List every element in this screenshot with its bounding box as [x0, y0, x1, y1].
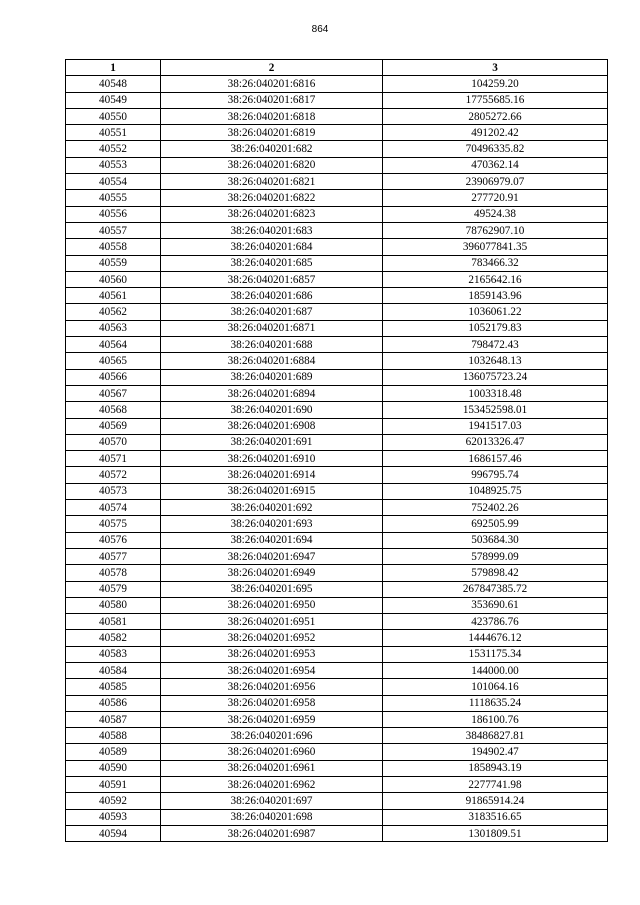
table-row	[66, 141, 608, 157]
row-number-cell: 40560	[66, 271, 161, 287]
row-number-cell: 40548	[66, 76, 161, 92]
cadastral-number-cell: 38:26:040201:6951	[161, 614, 383, 630]
row-number-cell: 40578	[66, 565, 161, 581]
value-cell: 423786.76	[383, 614, 608, 630]
cadastral-number-cell: 38:26:040201:6962	[161, 777, 383, 793]
row-number-cell: 40551	[66, 125, 161, 141]
table-row	[66, 679, 608, 695]
row-number-cell: 40592	[66, 793, 161, 809]
table-row	[66, 222, 608, 238]
table-row	[66, 239, 608, 255]
cadastral-number-cell: 38:26:040201:685	[161, 255, 383, 271]
row-number-cell: 40561	[66, 288, 161, 304]
table-row	[66, 809, 608, 825]
row-number-cell: 40588	[66, 728, 161, 744]
table-row	[66, 728, 608, 744]
cadastral-number-cell: 38:26:040201:6821	[161, 174, 383, 190]
row-number-cell: 40594	[66, 825, 161, 841]
cadastral-number-cell: 38:26:040201:689	[161, 369, 383, 385]
table-row	[66, 353, 608, 369]
value-cell: 62013326.47	[383, 434, 608, 450]
row-number-cell: 40584	[66, 662, 161, 678]
row-number-cell: 40575	[66, 516, 161, 532]
row-number-cell: 40589	[66, 744, 161, 760]
value-cell: 277720.91	[383, 190, 608, 206]
cadastral-number-cell: 38:26:040201:688	[161, 337, 383, 353]
value-cell: 353690.61	[383, 597, 608, 613]
value-cell: 91865914.24	[383, 793, 608, 809]
table-row	[66, 369, 608, 385]
row-number-cell: 40587	[66, 711, 161, 727]
cadastral-number-cell: 38:26:040201:6958	[161, 695, 383, 711]
value-cell: 996795.74	[383, 467, 608, 483]
table-row	[66, 662, 608, 678]
row-number-cell: 40566	[66, 369, 161, 385]
cadastral-number-cell: 38:26:040201:6871	[161, 320, 383, 336]
cadastral-number-cell: 38:26:040201:682	[161, 141, 383, 157]
value-cell: 396077841.35	[383, 239, 608, 255]
table-row	[66, 418, 608, 434]
value-cell: 752402.26	[383, 500, 608, 516]
cadastral-number-cell: 38:26:040201:6915	[161, 483, 383, 499]
value-cell: 470362.14	[383, 157, 608, 173]
row-number-cell: 40556	[66, 206, 161, 222]
cadastral-number-cell: 38:26:040201:6914	[161, 467, 383, 483]
table-row	[66, 777, 608, 793]
data-table	[65, 59, 608, 842]
row-number-cell: 40572	[66, 467, 161, 483]
value-cell: 104259.20	[383, 76, 608, 92]
table-row	[66, 451, 608, 467]
table-row	[66, 108, 608, 124]
table-row	[66, 337, 608, 353]
row-number-cell: 40579	[66, 581, 161, 597]
row-number-cell: 40568	[66, 402, 161, 418]
table-row	[66, 565, 608, 581]
table-row	[66, 434, 608, 450]
cadastral-number-cell: 38:26:040201:6823	[161, 206, 383, 222]
row-number-cell: 40565	[66, 353, 161, 369]
table-row	[66, 271, 608, 287]
value-cell: 1858943.19	[383, 760, 608, 776]
table-body	[66, 76, 608, 842]
value-cell: 1118635.24	[383, 695, 608, 711]
row-number-cell: 40590	[66, 760, 161, 776]
table-row	[66, 581, 608, 597]
cadastral-number-cell: 38:26:040201:690	[161, 402, 383, 418]
row-number-cell: 40554	[66, 174, 161, 190]
row-number-cell: 40586	[66, 695, 161, 711]
cadastral-number-cell: 38:26:040201:683	[161, 222, 383, 238]
page-number: 864	[311, 24, 329, 35]
value-cell: 579898.42	[383, 565, 608, 581]
cadastral-number-cell: 38:26:040201:6950	[161, 597, 383, 613]
value-cell: 1048925.75	[383, 483, 608, 499]
table-row	[66, 825, 608, 841]
value-cell: 578999.09	[383, 548, 608, 564]
row-number-cell: 40567	[66, 385, 161, 401]
value-cell: 17755685.16	[383, 92, 608, 108]
cadastral-number-cell: 38:26:040201:698	[161, 809, 383, 825]
row-number-cell: 40581	[66, 614, 161, 630]
table-row	[66, 646, 608, 662]
table-row	[66, 630, 608, 646]
table-row	[66, 288, 608, 304]
cadastral-number-cell: 38:26:040201:6817	[161, 92, 383, 108]
row-number-cell: 40557	[66, 222, 161, 238]
cadastral-number-cell: 38:26:040201:6818	[161, 108, 383, 124]
table-row	[66, 125, 608, 141]
table-row	[66, 206, 608, 222]
table-row	[66, 402, 608, 418]
value-cell: 1941517.03	[383, 418, 608, 434]
cadastral-number-cell: 38:26:040201:6908	[161, 418, 383, 434]
value-cell: 1032648.13	[383, 353, 608, 369]
table-row	[66, 304, 608, 320]
row-number-cell: 40563	[66, 320, 161, 336]
value-cell: 144000.00	[383, 662, 608, 678]
row-number-cell: 40593	[66, 809, 161, 825]
table-row	[66, 190, 608, 206]
cadastral-number-cell: 38:26:040201:6820	[161, 157, 383, 173]
value-cell: 798472.43	[383, 337, 608, 353]
row-number-cell: 40550	[66, 108, 161, 124]
value-cell: 3183516.65	[383, 809, 608, 825]
table-row	[66, 385, 608, 401]
row-number-cell: 40571	[66, 451, 161, 467]
header-cell-1: 1	[66, 60, 161, 76]
cadastral-number-cell: 38:26:040201:692	[161, 500, 383, 516]
value-cell: 1531175.34	[383, 646, 608, 662]
value-cell: 1301809.51	[383, 825, 608, 841]
cadastral-number-cell: 38:26:040201:6910	[161, 451, 383, 467]
row-number-cell: 40577	[66, 548, 161, 564]
table-row	[66, 467, 608, 483]
row-number-cell: 40552	[66, 141, 161, 157]
table-row	[66, 157, 608, 173]
table-row	[66, 760, 608, 776]
table-row	[66, 516, 608, 532]
value-cell: 49524.38	[383, 206, 608, 222]
value-cell: 503684.30	[383, 532, 608, 548]
row-number-cell: 40576	[66, 532, 161, 548]
table-header	[66, 60, 608, 76]
table-row	[66, 483, 608, 499]
row-number-cell: 40569	[66, 418, 161, 434]
value-cell: 783466.32	[383, 255, 608, 271]
value-cell: 2805272.66	[383, 108, 608, 124]
cadastral-number-cell: 38:26:040201:6954	[161, 662, 383, 678]
table-row	[66, 711, 608, 727]
table-row	[66, 320, 608, 336]
cadastral-number-cell: 38:26:040201:695	[161, 581, 383, 597]
row-number-cell: 40582	[66, 630, 161, 646]
cadastral-number-cell: 38:26:040201:686	[161, 288, 383, 304]
cadastral-number-cell: 38:26:040201:6884	[161, 353, 383, 369]
value-cell: 194902.47	[383, 744, 608, 760]
value-cell: 1036061.22	[383, 304, 608, 320]
value-cell: 1686157.46	[383, 451, 608, 467]
cadastral-number-cell: 38:26:040201:6956	[161, 679, 383, 695]
header-cell-3: 3	[383, 60, 608, 76]
row-number-cell: 40553	[66, 157, 161, 173]
value-cell: 267847385.72	[383, 581, 608, 597]
cadastral-number-cell: 38:26:040201:6959	[161, 711, 383, 727]
cadastral-number-cell: 38:26:040201:6949	[161, 565, 383, 581]
cadastral-number-cell: 38:26:040201:684	[161, 239, 383, 255]
table-row	[66, 597, 608, 613]
cadastral-number-cell: 38:26:040201:687	[161, 304, 383, 320]
table-row	[66, 548, 608, 564]
value-cell: 1859143.96	[383, 288, 608, 304]
value-cell: 692505.99	[383, 516, 608, 532]
value-cell: 153452598.01	[383, 402, 608, 418]
cadastral-number-cell: 38:26:040201:694	[161, 532, 383, 548]
cadastral-number-cell: 38:26:040201:6816	[161, 76, 383, 92]
value-cell: 1444676.12	[383, 630, 608, 646]
value-cell: 491202.42	[383, 125, 608, 141]
table-row	[66, 255, 608, 271]
table-row	[66, 174, 608, 190]
cadastral-number-cell: 38:26:040201:6819	[161, 125, 383, 141]
row-number-cell: 40562	[66, 304, 161, 320]
table-row	[66, 92, 608, 108]
value-cell: 136075723.24	[383, 369, 608, 385]
cadastral-number-cell: 38:26:040201:693	[161, 516, 383, 532]
cadastral-number-cell: 38:26:040201:6857	[161, 271, 383, 287]
row-number-cell: 40580	[66, 597, 161, 613]
table-row	[66, 500, 608, 516]
row-number-cell: 40559	[66, 255, 161, 271]
cadastral-number-cell: 38:26:040201:697	[161, 793, 383, 809]
cadastral-number-cell: 38:26:040201:6947	[161, 548, 383, 564]
value-cell: 38486827.81	[383, 728, 608, 744]
table-row	[66, 695, 608, 711]
row-number-cell: 40555	[66, 190, 161, 206]
table-row	[66, 532, 608, 548]
row-number-cell: 40549	[66, 92, 161, 108]
row-number-cell: 40583	[66, 646, 161, 662]
value-cell: 70496335.82	[383, 141, 608, 157]
cadastral-number-cell: 38:26:040201:6987	[161, 825, 383, 841]
cadastral-number-cell: 38:26:040201:6952	[161, 630, 383, 646]
row-number-cell: 40585	[66, 679, 161, 695]
table-row	[66, 744, 608, 760]
cadastral-number-cell: 38:26:040201:6894	[161, 385, 383, 401]
value-cell: 1003318.48	[383, 385, 608, 401]
cadastral-number-cell: 38:26:040201:6960	[161, 744, 383, 760]
value-cell: 186100.76	[383, 711, 608, 727]
value-cell: 2277741.98	[383, 777, 608, 793]
value-cell: 101064.16	[383, 679, 608, 695]
row-number-cell: 40564	[66, 337, 161, 353]
row-number-cell: 40574	[66, 500, 161, 516]
value-cell: 23906979.07	[383, 174, 608, 190]
value-cell: 1052179.83	[383, 320, 608, 336]
cadastral-number-cell: 38:26:040201:6822	[161, 190, 383, 206]
row-number-cell: 40558	[66, 239, 161, 255]
cadastral-number-cell: 38:26:040201:691	[161, 434, 383, 450]
table-row	[66, 614, 608, 630]
value-cell: 78762907.10	[383, 222, 608, 238]
row-number-cell: 40591	[66, 777, 161, 793]
row-number-cell: 40570	[66, 434, 161, 450]
table-row	[66, 76, 608, 92]
table-row	[66, 793, 608, 809]
value-cell: 2165642.16	[383, 271, 608, 287]
cadastral-number-cell: 38:26:040201:6953	[161, 646, 383, 662]
cadastral-number-cell: 38:26:040201:696	[161, 728, 383, 744]
header-cell-2: 2	[161, 60, 383, 76]
cadastral-number-cell: 38:26:040201:6961	[161, 760, 383, 776]
header-row	[66, 60, 608, 76]
row-number-cell: 40573	[66, 483, 161, 499]
